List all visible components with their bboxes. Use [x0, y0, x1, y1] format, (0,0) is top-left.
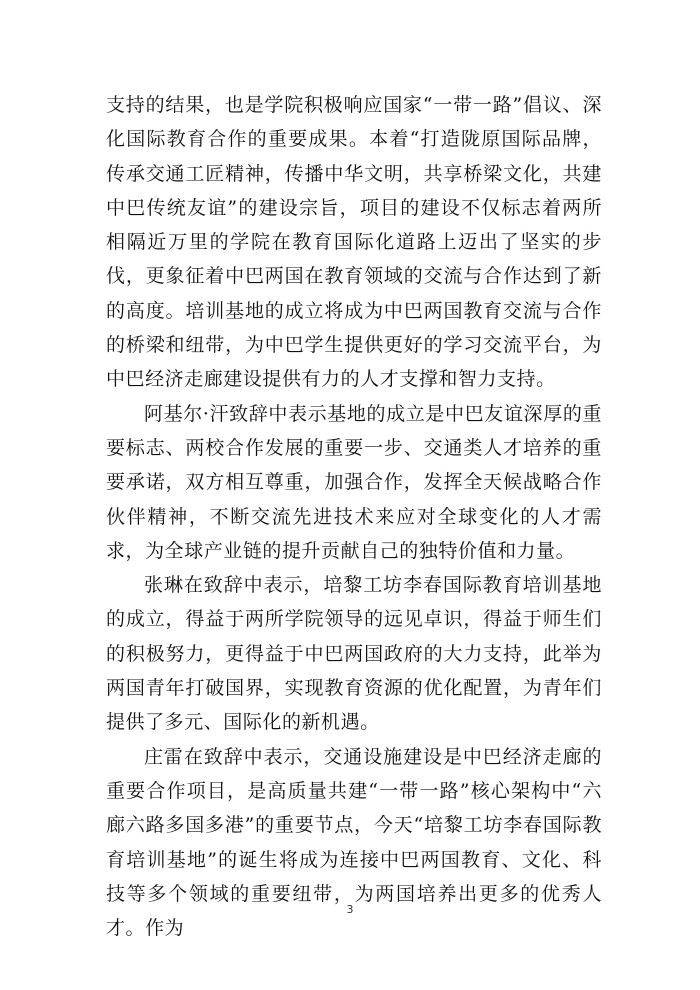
paragraph-continuation: 支持的结果，也是学院积极响应国家“一带一路”倡议、深化国际教育合作的重要成果。本着“打造陇原国际品牌，传承交通工匠精神，传播中华文明，共享桥梁文化，共建中巴传统友谊”的建设宗旨，项目的建设不仅标志着两所相隔近万里的学院在教育国际化道路上迈出了坚实的步伐，更象征着中巴两国在教育领域的交流与合作达到了新的高度。培训基地的成立将成为中巴两国教育交流与合作的桥梁和纽带，为中巴学生提供更好的学习交流平台，为中巴经济走廊建设提供有力的人才支撑和智力支持。 — [106, 94, 602, 391]
paragraph-zhang-lin-speech: 张琳在致辞中表示，培黎工坊李春国际教育培训基地的成立，得益于两所学院领导的远见卓识，得益于师生们的积极努力，更得益于中巴两国政府的大力支持，此举为两国青年打破国界，实现教育资源的优化配置，为青年们提供了多元、国际化的新机遇。 — [106, 574, 602, 734]
page-number: 3 — [346, 903, 354, 916]
paragraph-akil-khan-speech: 阿基尔·汗致辞中表示基地的成立是中巴友谊深厚的重要标志、两校合作发展的重要一步、交通类人才培养的重要承诺，双方相互尊重，加强合作，发挥全天候战略合作伙伴精神，不断交流先进技术来应对全球变化的人才需求，为全球产业链的提升贡献自己的独特价值和力量。 — [106, 402, 602, 562]
paragraph-zhuang-lei-speech: 庄雷在致辞中表示，交通设施建设是中巴经济走廊的重要合作项目，是高质量共建“一带一路”核心架构中“六廊六路多国多港”的重要节点，今天“培黎工坊李春国际教育培训基地”的诞生将成为连接中巴两国教育、文化、科技等多个领域的重要纽带，为两国培养出更多的优秀人才。作为 — [106, 745, 602, 940]
body-text — [106, 88, 602, 945]
